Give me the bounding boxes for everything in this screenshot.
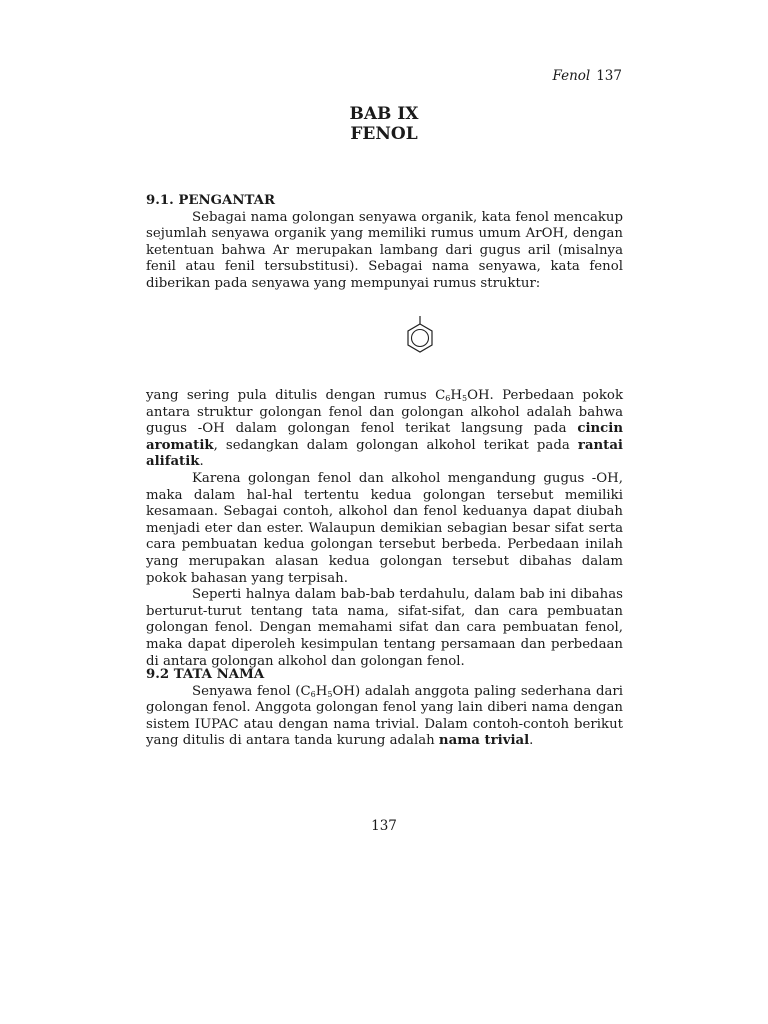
text-run: H <box>450 388 462 403</box>
subscript: 5 <box>461 394 468 403</box>
text-run: , sedangkan dalam golongan alkohol terikat pada <box>213 437 578 453</box>
phenol-structure-diagram <box>400 314 440 358</box>
text-run: Senyawa fenol (C <box>192 683 311 699</box>
paragraph-chapter-outline: Seperti halnya dalam bab-bab terdahulu, dalam bab ini dibahas berturut-turut tentang tata nama, sifat-sifat, dan cara pembuatan golongan fenol. Dengan memahami sifat dan cara pembuatan fenol, maka dapat diperoleh kesimpulan tentang persamaan dan perbedaan di antara golongan alkohol dan golongan fenol. <box>146 587 623 669</box>
paragraph-intro: Sebagai nama golongan senyawa organik, kata fenol mencakup sejumlah senyawa organik yang memiliki rumus umum ArOH, dengan ketentuan bahwa Ar merupakan lambang dari gugus aril (misalnya fenil atau fenil tersubstitusi). Sebagai nama senyawa, kata fenol diberikan pada senyawa yang mempunyai rumus struktur: <box>146 209 623 291</box>
subscript: 5 <box>327 689 333 699</box>
section-9-1-body <box>146 388 623 670</box>
bold-term-aromatic-ring: cincin aromatik <box>146 421 623 453</box>
section-9-1-intro <box>146 193 623 293</box>
running-header <box>552 68 622 84</box>
subscript: 6 <box>310 689 316 699</box>
text-run: OH) adalah anggota paling sederhana dari golongan fenol. Anggota golongan fenol yang lain diberi nama dengan sistem IUPAC atau dengan nama trivial. Dalam contoh-contoh berikut yang ditulis di antara tanda kurung adalah <box>146 683 623 749</box>
section-heading-9-1: 9.1. PENGANTAR <box>146 193 276 208</box>
subscript: 6 <box>445 394 451 403</box>
text-run: yang sering pula ditulis dengan rumus C <box>146 388 446 403</box>
bold-term-trivial-name: nama trivial <box>438 733 530 749</box>
section-heading-9-2: 9.2 TATA NAMA <box>146 667 265 682</box>
paragraph-similarity: Karena golongan fenol dan alkohol mengandung gugus -OH, maka dalam hal-hal tertentu kedua golongan tersebut memiliki kesamaan. Sebagai contoh, alkohol dan fenol keduanya dapat diubah menjadi eter dan ester. Walaupun demikian sebagian besar sifat serta cara pembuatan kedua golongan tersebut berbeda. Perbedaan inilah yang merupakan alasan kedua golongan tersebut dibahas dalam pokok bahasan yang terpisah. <box>146 470 623 586</box>
paragraph-nomenclature <box>146 684 623 750</box>
text-run: OH. Perbedaan pokok antara struktur golongan fenol dan golongan alkohol adalah bahwa gugus -OH dalam golongan fenol terikat langsung pada <box>146 388 623 437</box>
section-9-2 <box>146 667 623 750</box>
bold-term-aliphatic-chain: rantai alifatik <box>146 437 623 470</box>
text-run: H <box>315 683 328 699</box>
chapter-number: BAB IX <box>349 104 419 124</box>
page-number: 137 <box>371 818 397 834</box>
paragraph-formula <box>146 388 623 471</box>
running-header-page: 137 <box>596 68 622 84</box>
chapter-title: FENOL <box>350 124 418 144</box>
text-run: . <box>529 733 534 749</box>
running-header-title: Fenol <box>552 68 591 84</box>
text-run: . <box>199 454 204 470</box>
